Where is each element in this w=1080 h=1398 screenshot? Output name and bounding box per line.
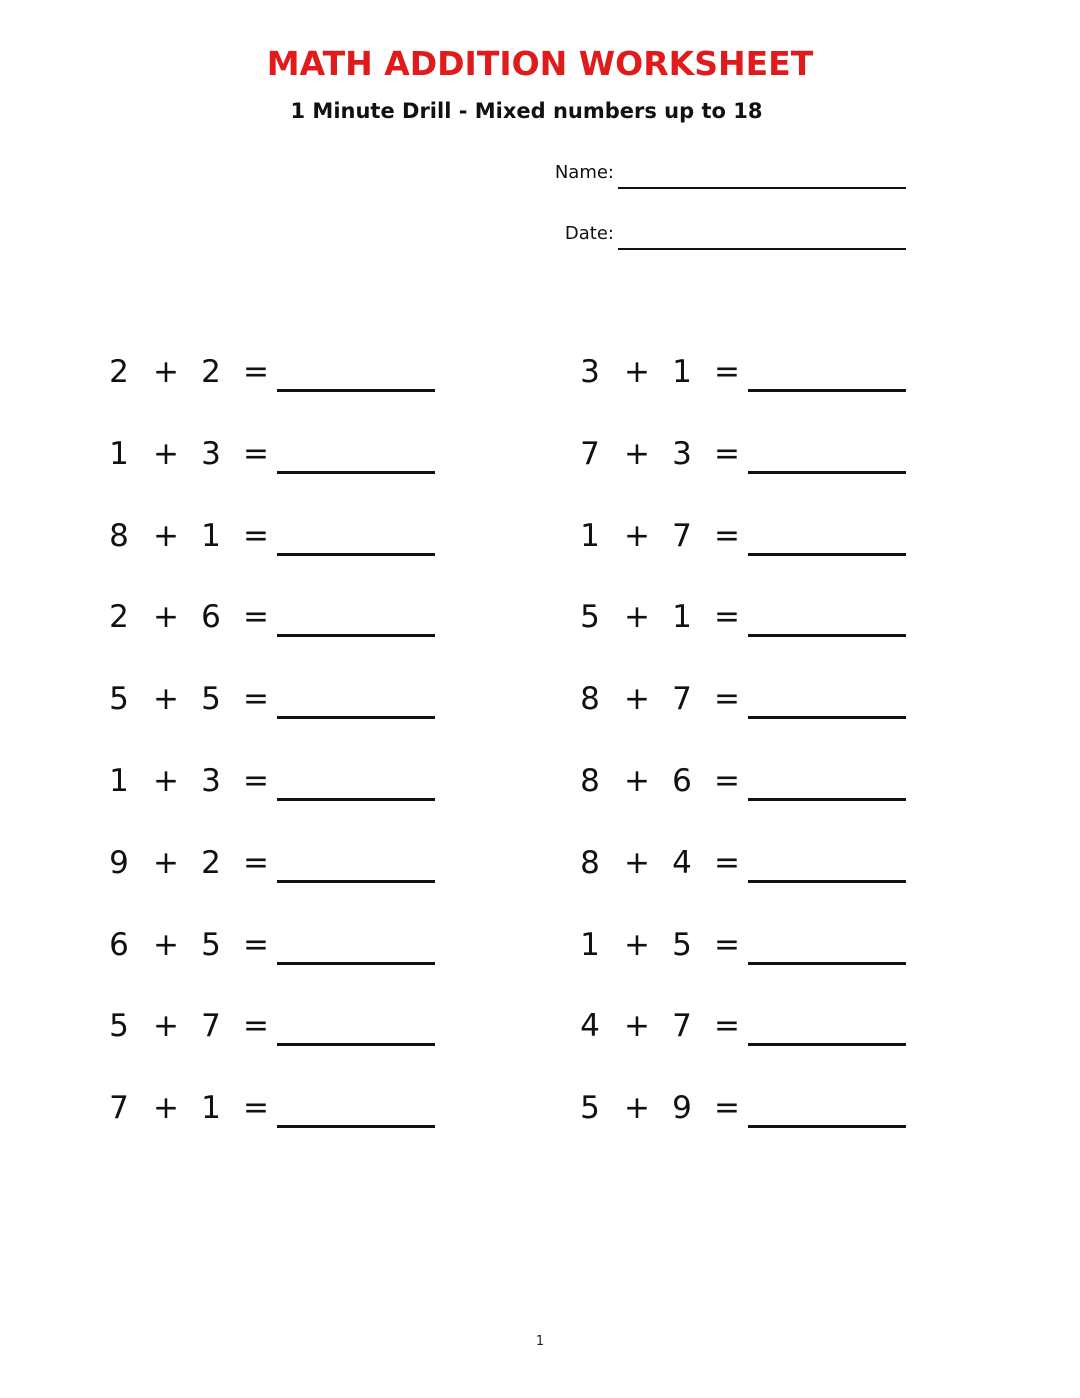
second-addend: 2 <box>201 844 221 881</box>
equals-sign: = <box>243 599 269 636</box>
equals-sign: = <box>714 681 740 718</box>
problem-row <box>109 1088 439 1138</box>
answer-line[interactable] <box>748 798 906 801</box>
equals-sign: = <box>243 926 269 963</box>
first-addend: 8 <box>109 517 129 554</box>
plus-sign: + <box>624 763 650 799</box>
plus-sign: + <box>153 1008 179 1045</box>
answer-line[interactable] <box>748 880 906 883</box>
answer-line[interactable] <box>748 471 906 474</box>
plus-sign: + <box>624 435 650 472</box>
answer-line[interactable] <box>277 880 435 883</box>
first-addend: 2 <box>109 599 129 636</box>
problem-row <box>109 352 439 402</box>
plus-sign: + <box>624 681 650 718</box>
equals-sign: = <box>243 517 269 554</box>
first-addend: 5 <box>109 1008 129 1045</box>
problem-row <box>109 597 439 647</box>
plus-sign: + <box>153 599 179 636</box>
second-addend: 7 <box>672 1008 692 1045</box>
second-addend: 3 <box>201 435 221 472</box>
worksheet-title: MATH ADDITION WORKSHEET <box>266 44 814 83</box>
problem-row <box>109 434 439 484</box>
equals-sign: = <box>243 763 269 799</box>
problem-row <box>580 843 910 893</box>
plus-sign: + <box>624 844 650 881</box>
plus-sign: + <box>624 1008 650 1045</box>
problem-row <box>580 679 910 729</box>
answer-line[interactable] <box>277 1125 435 1128</box>
plus-sign: + <box>153 354 179 390</box>
equals-sign: = <box>243 354 269 390</box>
second-addend: 7 <box>201 1008 221 1045</box>
plus-sign: + <box>153 763 179 799</box>
problem-row <box>109 679 439 729</box>
equals-sign: = <box>243 844 269 881</box>
answer-line[interactable] <box>277 962 435 965</box>
date-label: Date: <box>564 223 614 244</box>
equals-sign: = <box>714 517 740 554</box>
second-addend: 7 <box>672 681 692 718</box>
problem-row <box>580 761 910 811</box>
plus-sign: + <box>624 926 650 963</box>
equals-sign: = <box>243 435 269 472</box>
name-label: Name: <box>554 162 614 183</box>
answer-line[interactable] <box>748 1043 906 1046</box>
plus-sign: + <box>153 435 179 472</box>
problem-row <box>580 352 910 402</box>
second-addend: 2 <box>201 354 221 390</box>
equals-sign: = <box>714 435 740 472</box>
first-addend: 1 <box>580 926 600 963</box>
plus-sign: + <box>153 681 179 718</box>
first-addend: 4 <box>580 1008 600 1045</box>
problem-row <box>109 925 439 975</box>
problem-row <box>109 843 439 893</box>
first-addend: 1 <box>580 517 600 554</box>
second-addend: 3 <box>201 763 221 799</box>
first-addend: 1 <box>109 435 129 472</box>
second-addend: 9 <box>672 1090 692 1127</box>
second-addend: 5 <box>672 926 692 963</box>
equals-sign: = <box>714 844 740 881</box>
answer-line[interactable] <box>748 1125 906 1128</box>
first-addend: 5 <box>580 1090 600 1127</box>
first-addend: 5 <box>580 599 600 636</box>
second-addend: 4 <box>672 844 692 881</box>
equals-sign: = <box>714 1008 740 1045</box>
second-addend: 3 <box>672 435 692 472</box>
plus-sign: + <box>153 926 179 963</box>
answer-line[interactable] <box>748 553 906 556</box>
equals-sign: = <box>714 599 740 636</box>
equals-sign: = <box>243 1008 269 1045</box>
first-addend: 6 <box>109 926 129 963</box>
worksheet-subtitle: 1 Minute Drill - Mixed numbers up to 18 <box>290 99 763 123</box>
answer-line[interactable] <box>748 389 906 392</box>
answer-line[interactable] <box>277 1043 435 1046</box>
page-number: 1 <box>535 1334 545 1349</box>
first-addend: 3 <box>580 354 600 390</box>
first-addend: 7 <box>109 1090 129 1127</box>
second-addend: 7 <box>672 517 692 554</box>
answer-line[interactable] <box>277 389 435 392</box>
equals-sign: = <box>714 354 740 390</box>
second-addend: 1 <box>201 1090 221 1127</box>
first-addend: 2 <box>109 354 129 390</box>
second-addend: 5 <box>201 926 221 963</box>
second-addend: 6 <box>672 763 692 799</box>
plus-sign: + <box>624 1090 650 1127</box>
answer-line[interactable] <box>277 471 435 474</box>
problem-row <box>109 761 439 811</box>
answer-line[interactable] <box>748 716 906 719</box>
second-addend: 1 <box>672 599 692 636</box>
second-addend: 1 <box>672 354 692 390</box>
plus-sign: + <box>624 517 650 554</box>
answer-line[interactable] <box>277 553 435 556</box>
problem-row <box>580 925 910 975</box>
plus-sign: + <box>153 1090 179 1127</box>
plus-sign: + <box>153 844 179 881</box>
problem-row <box>580 1088 910 1138</box>
second-addend: 1 <box>201 517 221 554</box>
first-addend: 8 <box>580 844 600 881</box>
problem-row <box>109 1006 439 1056</box>
first-addend: 1 <box>109 763 129 799</box>
first-addend: 8 <box>580 681 600 718</box>
equals-sign: = <box>243 681 269 718</box>
plus-sign: + <box>153 517 179 554</box>
first-addend: 7 <box>580 435 600 472</box>
equals-sign: = <box>714 926 740 963</box>
problem-row <box>580 597 910 647</box>
equals-sign: = <box>714 763 740 799</box>
answer-line[interactable] <box>277 634 435 637</box>
answer-line[interactable] <box>277 716 435 719</box>
problem-row <box>109 516 439 566</box>
problem-row <box>580 434 910 484</box>
first-addend: 5 <box>109 681 129 718</box>
problem-row <box>580 1006 910 1056</box>
answer-line[interactable] <box>748 634 906 637</box>
plus-sign: + <box>624 599 650 636</box>
answer-line[interactable] <box>277 798 435 801</box>
answer-line[interactable] <box>748 962 906 965</box>
equals-sign: = <box>243 1090 269 1127</box>
second-addend: 6 <box>201 599 221 636</box>
first-addend: 9 <box>109 844 129 881</box>
problem-row <box>580 516 910 566</box>
second-addend: 5 <box>201 681 221 718</box>
equals-sign: = <box>714 1090 740 1127</box>
plus-sign: + <box>624 354 650 390</box>
first-addend: 8 <box>580 763 600 799</box>
